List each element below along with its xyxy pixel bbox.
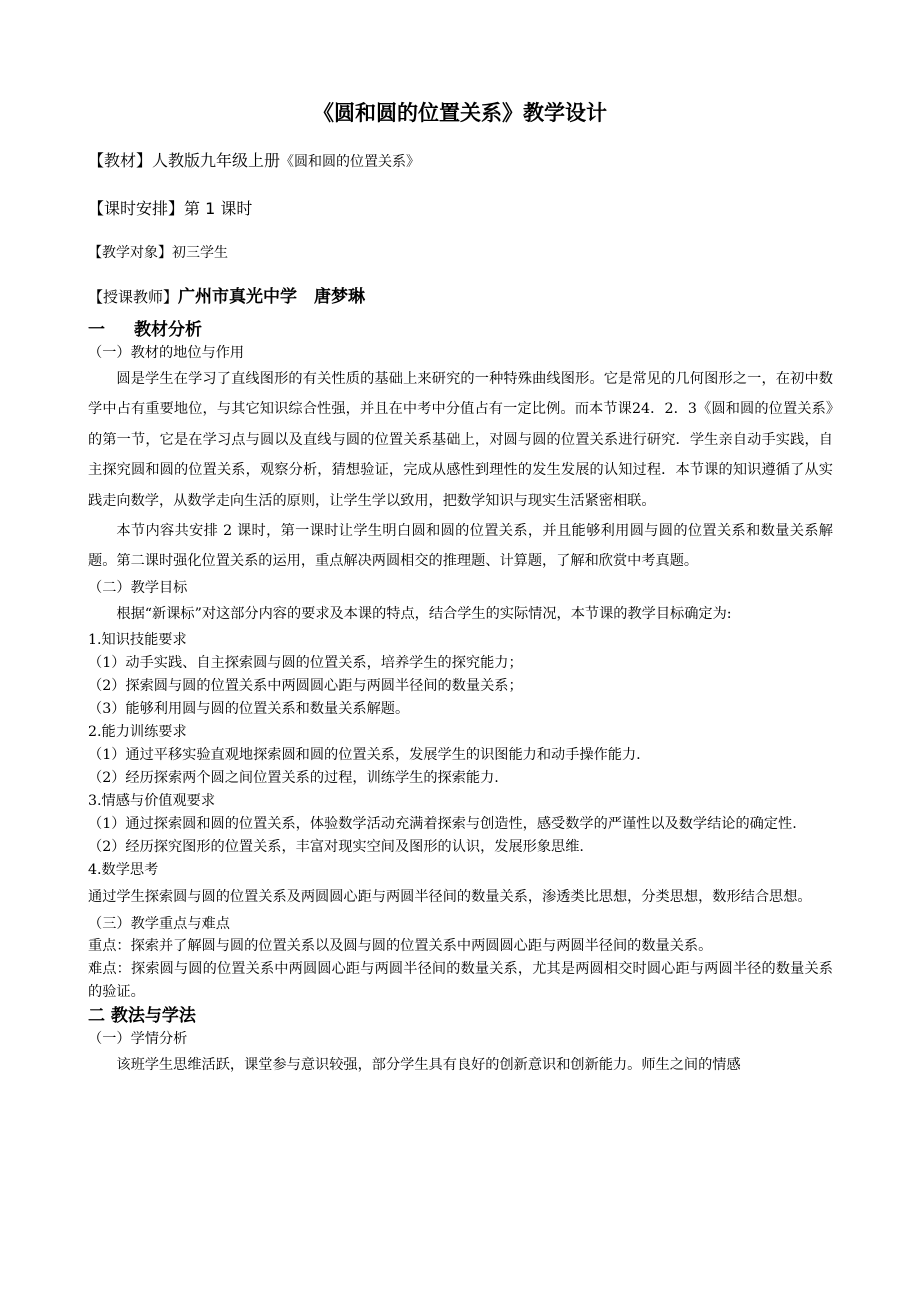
goal-heading: 4.数学思考: [88, 862, 159, 879]
meta-textbook: [88, 148, 420, 171]
meta-schedule-value: 第 1 课时: [184, 199, 253, 218]
paragraph: 通过学生探索圆与圆的位置关系及两圆圆心距与两圆半径间的数量关系，渗透类比思想，分类思想，数形结合思想。: [88, 889, 812, 906]
section-heading-1: [88, 318, 833, 342]
meta-teacher: [88, 282, 365, 307]
meta-schedule: [88, 196, 252, 219]
meta-teacher-key: 【授课教师】: [88, 288, 179, 306]
meta-schedule-key: 【课时安排】: [88, 199, 185, 218]
goal-heading: 2.能力训练要求: [88, 724, 187, 741]
meta-teacher-value: 广州市真光中学 唐梦琳: [178, 287, 366, 307]
document-body: [88, 318, 833, 1080]
section-heading-2: 二 教法与学法: [88, 1005, 196, 1026]
paragraph: 该班学生思维活跃，课堂参与意识较强，部分学生具有良好的创新意识和创新能力。师生之间的情感: [116, 1056, 741, 1073]
paragraph: 圆是学生在学习了直线图形的有关性质的基础上来研究的一种特殊曲线图形。它是常见的几何图形之一，在初中数学中占有重要地位，与其它知识综合性强，并且在中考中分值占有一定比例。而本节课24．2．3《圆和圆的位置关系》的第一节，它是在学习点与圆以及直线与圆的位置关系基础上，对圆与圆的位置关系进行研究．学生亲自动手实践，自主探究圆和圆的位置关系，观察分析，猜想验证，完成从感性到理性的发生发展的认知过程．本节课的知识遵循了从实践走向数学，从数学走向生活的原则，让学生学以致用，把数学知识与现实生活紧密相联。: [88, 371, 833, 509]
subsection-heading: （二）教学目标: [88, 579, 188, 596]
paragraph: 本节内容共安排 2 课时，第一课时让学生明白圆和圆的位置关系，并且能够利用圆与圆的位置关系和数量关系解题。第二课时强化位置关系的运用，重点解决两圆相交的推理题、计算题，了解和欣赏中考真题。: [88, 523, 833, 570]
goal-item: （2）探索圆与圆的位置关系中两圆圆心距与两圆半径间的数量关系；: [88, 678, 523, 695]
subsection-heading: （一）教材的地位与作用: [88, 345, 245, 361]
meta-audience: [88, 242, 228, 262]
goal-item: （1）通过探索圆和圆的位置关系，体验数学活动充满着探索与创造性，感受数学的严谨性以及数学结论的确定性.: [88, 816, 797, 833]
section-title-1: 教材分析: [134, 320, 202, 340]
meta-audience-key: 【教学对象】: [88, 245, 172, 261]
goal-item: （2）经历探究图形的位置关系，丰富对现实空间及图形的认识，发展形象思维.: [88, 839, 584, 856]
meta-textbook-key: 【教材】: [88, 151, 153, 170]
document-title: 《圆和圆的位置关系》教学设计: [313, 101, 607, 125]
goal-item: （3）能够利用圆与圆的位置关系和数量关系解题。: [88, 701, 410, 718]
meta-textbook-value: 人教版九年级上册: [152, 151, 281, 170]
goal-item: （1）通过平移实验直观地探索圆和圆的位置关系，发展学生的识图能力和动手操作能力.: [88, 747, 641, 764]
subsection-heading: （一）学情分析: [88, 1030, 188, 1047]
goal-heading: 1.知识技能要求: [88, 632, 187, 649]
difficulty: 难点：探索圆与圆的位置关系中两圆圆心距与两圆半径间的数量关系，尤其是两圆相交时圆心距与两圆半径的数量关系的验证。: [88, 960, 833, 1000]
goal-heading: 3.情感与价值观要求: [88, 793, 216, 810]
meta-textbook-lesson: 《圆和圆的位置关系》: [280, 154, 421, 170]
meta-audience-value: 初三学生: [172, 245, 228, 261]
section-number-1: 一: [88, 320, 105, 340]
goal-item: （2）经历探索两个圆之间位置关系的过程，训练学生的探索能力.: [88, 770, 499, 787]
goal-item: （1）动手实践、自主探索圆与圆的位置关系，培养学生的探究能力；: [88, 655, 523, 672]
key-point: 重点：探索并了解圆与圆的位置关系以及圆与圆的位置关系中两圆圆心距与两圆半径间的数量关系。: [88, 937, 713, 954]
subsection-heading: （三）教学重点与难点: [88, 915, 230, 932]
paragraph: 根据“新课标”对这部分内容的要求及本课的特点，结合学生的实际情况，本节课的教学目标确定为:: [116, 605, 732, 622]
